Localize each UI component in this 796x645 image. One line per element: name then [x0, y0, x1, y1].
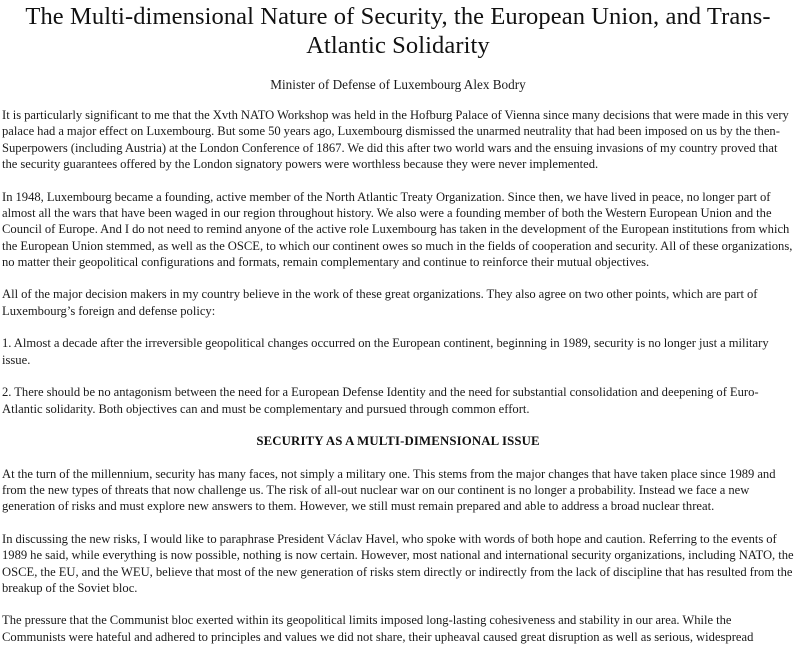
document-body	[0, 2, 796, 645]
numbered-point-2: 2. There should be no antagonism between the need for a European Defense Identity and the need for substantial consolidation and deepening of Euro-Atlantic solidarity. Both objectives can and must be complementary and pursued through common effort.	[2, 385, 759, 416]
section-paragraph-2: In discussing the new risks, I would like to paraphrase President Václav Havel, who spoke with words of both hope and caution. Referring to the events of 1989 he said, while everything is now possible, nothing is now certain. However, most national and international security organizations, including NATO, the OSCE, the EU, and the WEU, believe that most of the new generation of risks stem directly or indirectly from the lack of discipline that has resulted from the breakup of the Soviet bloc.	[2, 531, 794, 595]
section-paragraph-3: The pressure that the Communist bloc exerted within its geopolitical limits imposed long-lasting cohesiveness and stability in our area. While the Communists were hateful and adhered to principles and values we did not share, their upheaval caused great disruption as well as serious, widespread	[2, 613, 754, 644]
body-paragraph-1: It is particularly significant to me that the Xvth NATO Workshop was held in the Hofburg Palace of Vienna since many decisions that were made in this very palace had a major effect on Luxembourg. But some 50 years ago, Luxembourg dismissed the unarmed neutrality that had been imposed on us by the then-Superpowers (including Austria) at the London Conference of 1867. We did this after two world wars and the ensuing invasions of my country proved that the security guarantees offered by the London signatory powers were worthless because they were never implemented.	[2, 108, 789, 172]
numbered-point-1: 1. Almost a decade after the irreversible geopolitical changes occurred on the European continent, beginning in 1989, security is no longer just a military issue.	[2, 336, 769, 367]
section-heading: SECURITY AS A MULTI-DIMENSIONAL ISSUE	[256, 434, 540, 449]
document-page	[0, 2, 796, 644]
body-paragraph-3: All of the major decision makers in my country believe in the work of these great organizations. They also agree on two other points, which are part of Luxembourg’s foreign and defense policy:	[2, 287, 758, 318]
page-title: The Multi-dimensional Nature of Security, the European Union, and Trans-Atlantic Solidarity	[25, 3, 771, 59]
author-byline: Minister of Defense of Luxembourg Alex Bodry	[270, 77, 526, 92]
body-paragraph-2: In 1948, Luxembourg became a founding, active member of the North Atlantic Treaty Organization. Since then, we have lived in peace, no longer part of almost all the wars that have been waged in our region throughout history. We also were a founding member of both the Western European Union and the Council of Europe. And I do not need to remind anyone of the active role Luxembourg has taken in the development of the European institutions from which the European Union stemmed, as well as the OSCE, to which our continent owes so much in the fields of cooperation and security. All of these organizations, no matter their geopolitical configurations and formats, remain complementary and continue to reinforce their mutual objectives.	[2, 189, 793, 269]
section-paragraph-1: At the turn of the millennium, security has many faces, not simply a military one. This stems from the major changes that have taken place since 1989 and from the new types of threats that now challenge us. The risk of all-out nuclear war on our continent is no longer a probability. Instead we face a new generation of risks and must explore new answers to them. However, we still must remain prepared and able to address a broad nuclear threat.	[2, 466, 776, 514]
